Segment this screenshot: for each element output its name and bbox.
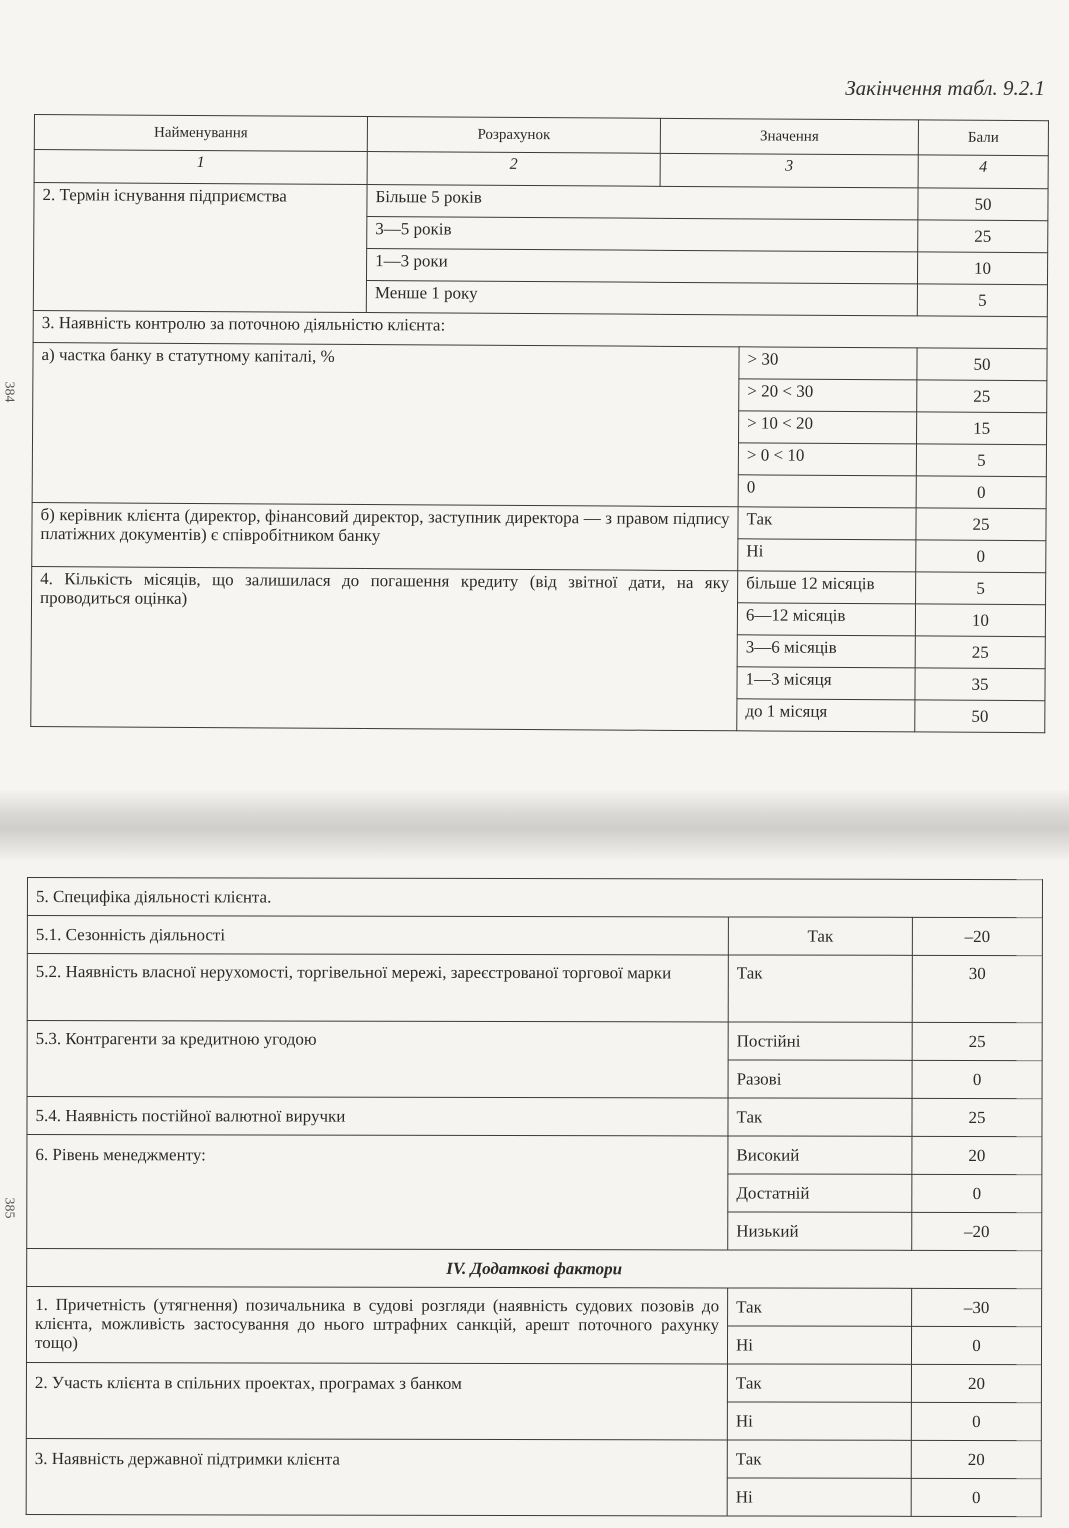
table-caption: Закінчення табл. 9.2.1 [845,76,1045,100]
months-score: 25 [915,636,1045,669]
state-support-value: Ні [727,1478,911,1516]
bank-share-option: > 30 [739,347,917,380]
term-score: 5 [917,284,1047,317]
property-label: 5.2. Наявність власної нерухомості, торгівельної мережі, зареєстрованої торгової марки [27,954,728,1022]
bank-share-score: 50 [917,348,1047,381]
seasonality-label: 5.1. Сезонність діяльності [27,916,728,955]
term-score: 25 [918,220,1048,253]
bank-share-score: 5 [916,444,1046,477]
table-row [27,1135,1042,1175]
property-score: 30 [912,955,1042,1022]
col-number-3: 3 [660,153,918,188]
page-fold-shadow [0,790,1069,860]
property-value: Так [728,955,912,1022]
counterparties-value: Разові [728,1060,912,1098]
header-calc: Розрахунок [367,117,660,154]
manager-label: б) керівник клієнта (директор, фінансовий директор, заступник директора — з правом підпису платіжних документів) є співробітником банку [32,502,738,570]
state-support-label: 3. Наявність державної підтримки клієнта [26,1438,727,1515]
months-score: 35 [915,668,1045,701]
table-row [27,1021,1042,1061]
court-value: Ні [727,1326,911,1364]
header-score: Бали [918,120,1048,156]
currency-value: Так [728,1098,912,1136]
projects-score: 20 [911,1364,1041,1402]
projects-value: Так [727,1364,911,1402]
table-row [27,954,1042,1023]
months-score: 5 [916,572,1046,605]
bank-share-option: 0 [738,475,916,508]
management-value: Достатній [728,1174,912,1212]
manager-score: 0 [916,540,1046,573]
currency-score: 25 [912,1098,1042,1136]
bank-share-option: > 20 < 30 [739,379,917,412]
court-score: 0 [911,1326,1041,1364]
manager-score: 25 [916,508,1046,541]
seasonality-score: –20 [912,917,1042,955]
counterparties-score: 0 [912,1060,1042,1098]
manager-option: Так [738,507,916,540]
table-row [27,1249,1042,1289]
term-score: 50 [918,188,1048,221]
months-option: 1—3 місяця [737,667,915,700]
bank-share-score: 15 [917,412,1047,445]
state-support-score: 20 [911,1440,1041,1478]
col-number-4: 4 [918,155,1048,189]
months-label: 4. Кількість місяців, що залишилася до погашення кредиту (від звітної дати, на яку проводиться оцінка) [31,566,738,730]
counterparties-label: 5.3. Контрагенти за кредитною угодою [27,1021,728,1098]
counterparties-value: Постійні [728,1022,912,1060]
state-support-score: 0 [911,1478,1041,1516]
court-label: 1. Причетність (утягнення) позичальника в судові розгляди (наявність судових позовів до клієнта, можливість застосування до нього штрафних санкцій, арешт поточного рахунку тощо) [26,1287,727,1364]
months-option: 3—6 місяців [737,635,915,668]
bank-share-score: 0 [916,476,1046,509]
management-value: Високий [728,1136,912,1174]
term-option: 3—5 років [367,217,918,252]
months-option: 6—12 місяців [737,603,915,636]
court-value: Так [728,1288,912,1326]
table-row [32,566,1046,604]
bank-share-score: 25 [917,380,1047,413]
projects-label: 2. Участь клієнта в спільних проектах, програмах з банком [26,1363,727,1440]
table-row [32,502,1046,540]
months-option: до 1 місяця [737,699,915,732]
management-score: –20 [912,1212,1042,1250]
currency-label: 5.4. Наявність постійної валютної виручки [27,1097,728,1136]
control-label: 3. Наявність контролю за поточною діяльністю клієнта: [33,310,1047,348]
table-bottom [26,877,1043,1517]
term-option: Менше 1 року [366,281,917,316]
col-number-2: 2 [367,152,660,187]
seasonality-value: Так [728,917,912,955]
table-top [30,114,1049,733]
table-row [27,1097,1042,1137]
page-number-top: 384 [1,381,17,403]
col-number-1: 1 [34,150,367,185]
specifics-label: 5. Специфіка діяльності клієнта. [27,878,1042,918]
manager-option: Ні [738,539,916,572]
bank-share-option: > 0 < 10 [738,443,916,476]
term-option: Більше 5 років [367,185,918,220]
term-label: 2. Термін існування підприємства [33,183,367,313]
section-title-iv: IV. Додаткові фактори [27,1249,1042,1289]
management-score: 20 [912,1136,1042,1174]
table-row [27,1287,1042,1327]
table-row [26,1363,1041,1403]
table-row [34,183,1048,221]
bank-share-option: > 10 < 20 [739,411,917,444]
table-row [27,878,1042,918]
header-value: Значення [660,118,918,155]
months-option: більше 12 місяців [738,571,916,604]
table-row [33,342,1047,380]
management-score: 0 [912,1174,1042,1212]
header-name: Найменування [34,115,367,152]
table-row [26,1438,1041,1478]
management-label: 6. Рівень менеджменту: [27,1135,728,1250]
months-score: 10 [915,604,1045,637]
counterparties-score: 25 [912,1022,1042,1060]
months-score: 50 [915,700,1045,733]
projects-score: 0 [911,1402,1041,1440]
court-score: –30 [912,1288,1042,1326]
bank-share-label: а) частка банку в статутному капіталі, % [32,342,739,506]
table-row [27,916,1042,956]
page-number-bottom: 385 [1,1197,17,1219]
management-value: Низький [728,1212,912,1250]
term-score: 10 [917,252,1047,285]
term-option: 1—3 роки [366,249,917,284]
state-support-value: Так [727,1440,911,1478]
projects-value: Ні [727,1402,911,1440]
